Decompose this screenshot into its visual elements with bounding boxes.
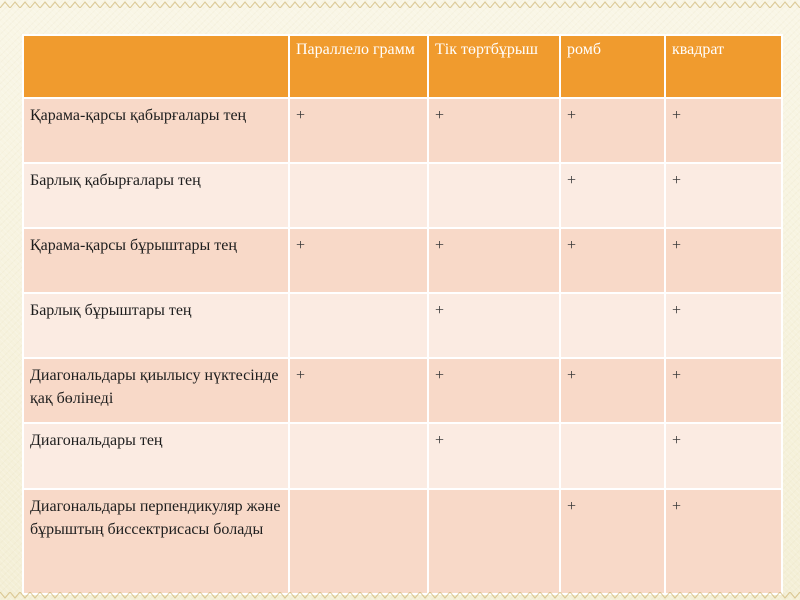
table-row	[23, 228, 782, 293]
table-row	[23, 358, 782, 423]
mark-cell: +	[289, 358, 428, 423]
property-cell: Диагональдары перпендикуляр және бұрыштың биссектрисасы болады	[23, 489, 289, 594]
mark-cell	[289, 163, 428, 228]
mark-cell: +	[665, 228, 782, 293]
mark-cell: +	[665, 98, 782, 163]
mark-cell	[289, 489, 428, 594]
header-cell-rectangle: Тік төртбұрыш	[428, 35, 560, 98]
header-cell-rhombus: ромб	[560, 35, 665, 98]
mark-cell: +	[560, 228, 665, 293]
mark-cell: +	[428, 423, 560, 489]
header-cell-empty	[23, 35, 289, 98]
table-header-row	[23, 35, 782, 98]
mark-cell: +	[665, 163, 782, 228]
mark-cell: +	[665, 358, 782, 423]
top-decorative-border	[0, 0, 800, 8]
mark-cell	[428, 489, 560, 594]
mark-cell	[289, 423, 428, 489]
table-row	[23, 489, 782, 594]
table-row	[23, 163, 782, 228]
property-cell: Диагональдары қиылысу нүктесінде қақ бөлінеді	[23, 358, 289, 423]
mark-cell: +	[428, 228, 560, 293]
header-cell-square: квадрат	[665, 35, 782, 98]
mark-cell: +	[560, 358, 665, 423]
mark-cell: +	[428, 293, 560, 358]
mark-cell	[560, 293, 665, 358]
quadrilateral-properties-table	[22, 34, 783, 595]
property-cell: Қарама-қарсы бұрыштары тең	[23, 228, 289, 293]
mark-cell	[560, 423, 665, 489]
top-zigzag-pattern	[0, 0, 800, 8]
table-row	[23, 98, 782, 163]
mark-cell: +	[665, 293, 782, 358]
bottom-decorative-border	[0, 592, 800, 600]
table-row	[23, 293, 782, 358]
property-cell: Барлық қабырғалары тең	[23, 163, 289, 228]
mark-cell: +	[428, 358, 560, 423]
mark-cell: +	[560, 163, 665, 228]
mark-cell: +	[560, 98, 665, 163]
property-cell: Барлық бұрыштары тең	[23, 293, 289, 358]
mark-cell: +	[428, 98, 560, 163]
mark-cell: +	[560, 489, 665, 594]
mark-cell: +	[665, 423, 782, 489]
header-cell-parallelogram: Параллело грамм	[289, 35, 428, 98]
table-row	[23, 423, 782, 489]
property-cell: Диагональдары тең	[23, 423, 289, 489]
mark-cell: +	[289, 98, 428, 163]
mark-cell: +	[665, 489, 782, 594]
mark-cell	[428, 163, 560, 228]
bottom-zigzag-pattern	[0, 592, 800, 600]
mark-cell	[289, 293, 428, 358]
property-cell: Қарама-қарсы қабырғалары тең	[23, 98, 289, 163]
mark-cell: +	[289, 228, 428, 293]
